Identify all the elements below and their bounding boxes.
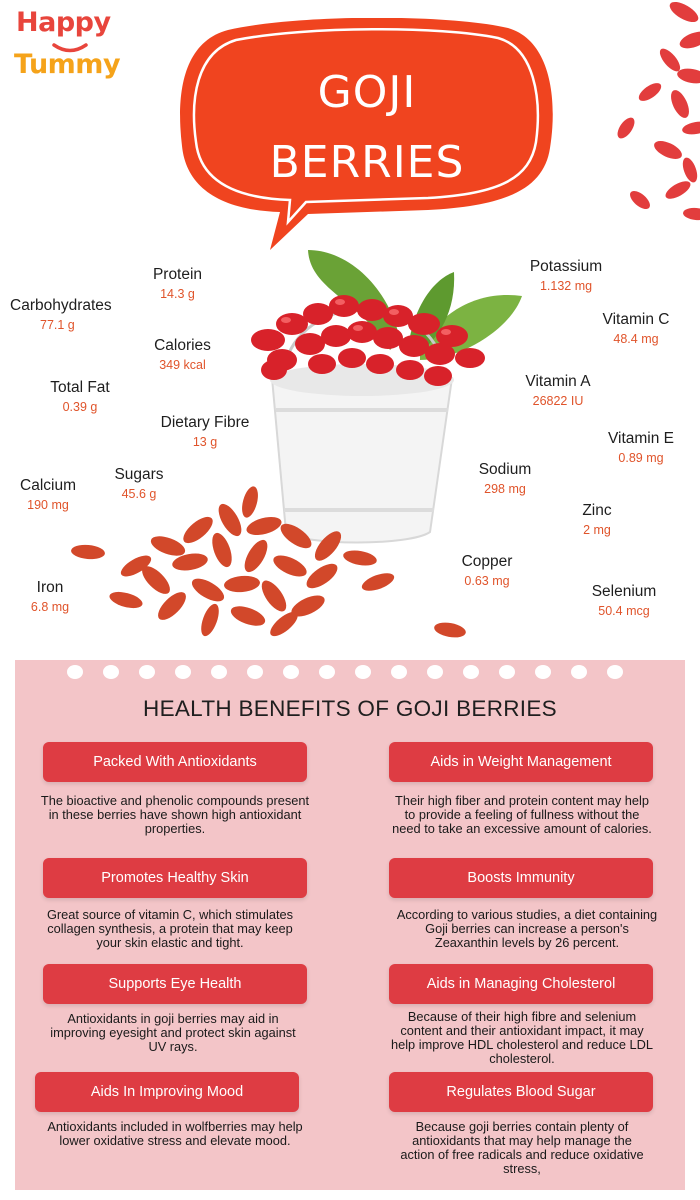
benefit-antioxidants-title: Packed With Antioxidants [43, 742, 307, 782]
nutrient-zinc [570, 501, 624, 539]
nutrient-vitamin-a [510, 372, 606, 410]
nutrient-name: Selenium [591, 583, 657, 600]
desc-line: cholesterol. [489, 1051, 555, 1066]
nutrient-name: Vitamin E [607, 430, 675, 447]
nutrient-total-fat [38, 378, 122, 416]
nutrient-value: 349 kcal [159, 358, 206, 372]
benefit-mood-desc [20, 1120, 330, 1148]
desc-line: action of free radicals and reduce oxidative [400, 1147, 644, 1162]
nutrient-name: Zinc [582, 502, 612, 519]
nutrient-value: 48.4 mg [613, 332, 659, 346]
nutrient-name: Calcium [20, 477, 76, 494]
nutrient-value: 0.89 mg [618, 451, 664, 465]
desc-line: content and their antioxidant impact, it may [400, 1023, 644, 1038]
hole-icon [463, 665, 479, 679]
desc-line: Antioxidants included in wolfberries may help [47, 1119, 303, 1134]
nutrient-sugars [104, 465, 174, 503]
nutrient-name: Sugars [114, 466, 164, 483]
hole-icon [607, 665, 623, 679]
benefit-eye-title: Supports Eye Health [43, 964, 307, 1004]
nutrient-name: Total Fat [50, 379, 110, 396]
nutrient-name: Potassium [529, 258, 603, 275]
title-bubble [178, 18, 556, 250]
nutrient-name: Carbohydrates [10, 297, 112, 314]
benefit-mood-title: Aids In Improving Mood [35, 1072, 299, 1112]
benefit-weight-desc [367, 794, 677, 836]
nutrient-value: 0.39 g [62, 400, 98, 414]
hole-icon [247, 665, 263, 679]
desc-line: your skin elastic and tight. [96, 935, 244, 950]
nutrient-value: 14.3 g [160, 287, 195, 301]
desc-line: Goji berries can increase a person's [425, 921, 629, 936]
nutrient-name: Protein [152, 266, 203, 283]
nutrient-value: 190 mg [27, 498, 69, 512]
desc-line: UV rays. [148, 1039, 198, 1054]
benefit-skin-desc [15, 908, 325, 950]
nutrient-value: 26822 IU [532, 394, 584, 408]
hole-icon [211, 665, 227, 679]
nutrient-potassium [518, 257, 614, 295]
benefit-blood-sugar-desc [367, 1120, 677, 1176]
nutrient-value: 45.6 g [121, 487, 157, 501]
nutrient-value: 298 mg [484, 482, 526, 496]
nutrient-carbohydrates [4, 296, 136, 334]
corner-berries-decoration [610, 0, 700, 240]
desc-line: antioxidants that may help manage the [412, 1133, 632, 1148]
nutrient-value: 13 g [192, 435, 218, 449]
benefit-immunity-desc [372, 908, 682, 950]
nutrient-value: 2 mg [583, 523, 611, 537]
desc-line: Their high fiber and protein content may help [395, 793, 649, 808]
desc-line: in these berries have shown high antioxidant [48, 807, 302, 822]
title-line-2: BERRIES [269, 137, 465, 188]
desc-line: Because goji berries contain plenty of [415, 1119, 629, 1134]
desc-line: collagen synthesis, a protein that may keep [47, 921, 293, 936]
hole-icon [103, 665, 119, 679]
nutrient-calories [140, 336, 225, 374]
nutrient-calcium [10, 476, 86, 514]
nutrient-name: Vitamin A [525, 373, 591, 390]
brand-logo[interactable] [12, 8, 132, 88]
benefit-weight-title: Aids in Weight Management [389, 742, 653, 782]
desc-line: Great source of vitamin C, which stimulates [46, 907, 294, 922]
nutrient-value: 6.8 mg [30, 600, 70, 614]
hole-icon [67, 665, 83, 679]
desc-line: need to take an excessive amount of calories. [392, 821, 652, 836]
dried-berries-icon [610, 0, 700, 240]
benefits-heading: HEALTH BENEFITS OF GOJI BERRIES [143, 696, 557, 721]
nutrient-selenium [582, 582, 666, 620]
nutrient-name: Vitamin C [602, 311, 670, 328]
nutrient-value: 0.63 mg [464, 574, 510, 588]
desc-line: to provide a feeling of fullness without the [404, 807, 640, 822]
nutrient-dietary-fibre [150, 413, 260, 451]
nutrient-name: Sodium [478, 461, 532, 478]
desc-line: Antioxidants in goji berries may aid in [67, 1011, 279, 1026]
smile-icon [50, 42, 90, 56]
benefit-immunity-title: Boosts Immunity [389, 858, 653, 898]
nutrient-vitamin-c [590, 310, 682, 348]
desc-line: help improve HDL cholesterol and reduce LDL [390, 1037, 653, 1052]
nutrient-name: Calories [154, 337, 211, 354]
hole-icon [283, 665, 299, 679]
brand-line-1: Happy [16, 7, 111, 38]
brand-line-2: Tummy [14, 49, 121, 80]
hole-icon [571, 665, 587, 679]
nutrient-iron [18, 578, 82, 616]
nutrient-value: 77.1 g [40, 318, 75, 332]
benefit-antioxidants-desc [20, 794, 330, 836]
notebook-holes [15, 660, 685, 690]
nutrient-name: Copper [461, 553, 513, 570]
benefit-blood-sugar-title: Regulates Blood Sugar [389, 1072, 653, 1112]
desc-line: properties. [144, 821, 206, 836]
hole-icon [499, 665, 515, 679]
nutrient-name: Iron [36, 579, 64, 596]
nutrient-name: Dietary Fibre [160, 414, 250, 431]
desc-line: lower oxidative stress and elevate mood. [59, 1133, 291, 1148]
desc-line: improving eyesight and protect skin against [50, 1025, 296, 1040]
nutrient-value: 1.132 mg [539, 279, 593, 293]
desc-line: stress, [503, 1161, 541, 1176]
benefit-cholesterol-title: Aids in Managing Cholesterol [389, 964, 653, 1004]
nutrient-sodium [468, 460, 542, 498]
desc-line: Zeaxanthin levels by 26 percent. [434, 935, 620, 950]
nutrient-copper [450, 552, 524, 590]
nutrient-value: 50.4 mcg [598, 604, 650, 618]
hole-icon [535, 665, 551, 679]
hole-icon [319, 665, 335, 679]
hole-icon [139, 665, 155, 679]
hole-icon [391, 665, 407, 679]
desc-line: Because of their high fibre and selenium [407, 1009, 637, 1024]
hole-icon [175, 665, 191, 679]
benefits-panel [15, 660, 685, 1190]
title-line-1: GOJI [317, 67, 417, 118]
nutrient-vitamin-e [596, 429, 686, 467]
desc-line: According to various studies, a diet containing [396, 907, 658, 922]
benefit-skin-title: Promotes Healthy Skin [43, 858, 307, 898]
hole-icon [355, 665, 371, 679]
desc-line: The bioactive and phenolic compounds present [40, 793, 310, 808]
hole-icon [427, 665, 443, 679]
nutrient-protein [140, 265, 215, 303]
benefit-eye-desc [18, 1012, 328, 1054]
benefit-cholesterol-desc [367, 1010, 677, 1066]
